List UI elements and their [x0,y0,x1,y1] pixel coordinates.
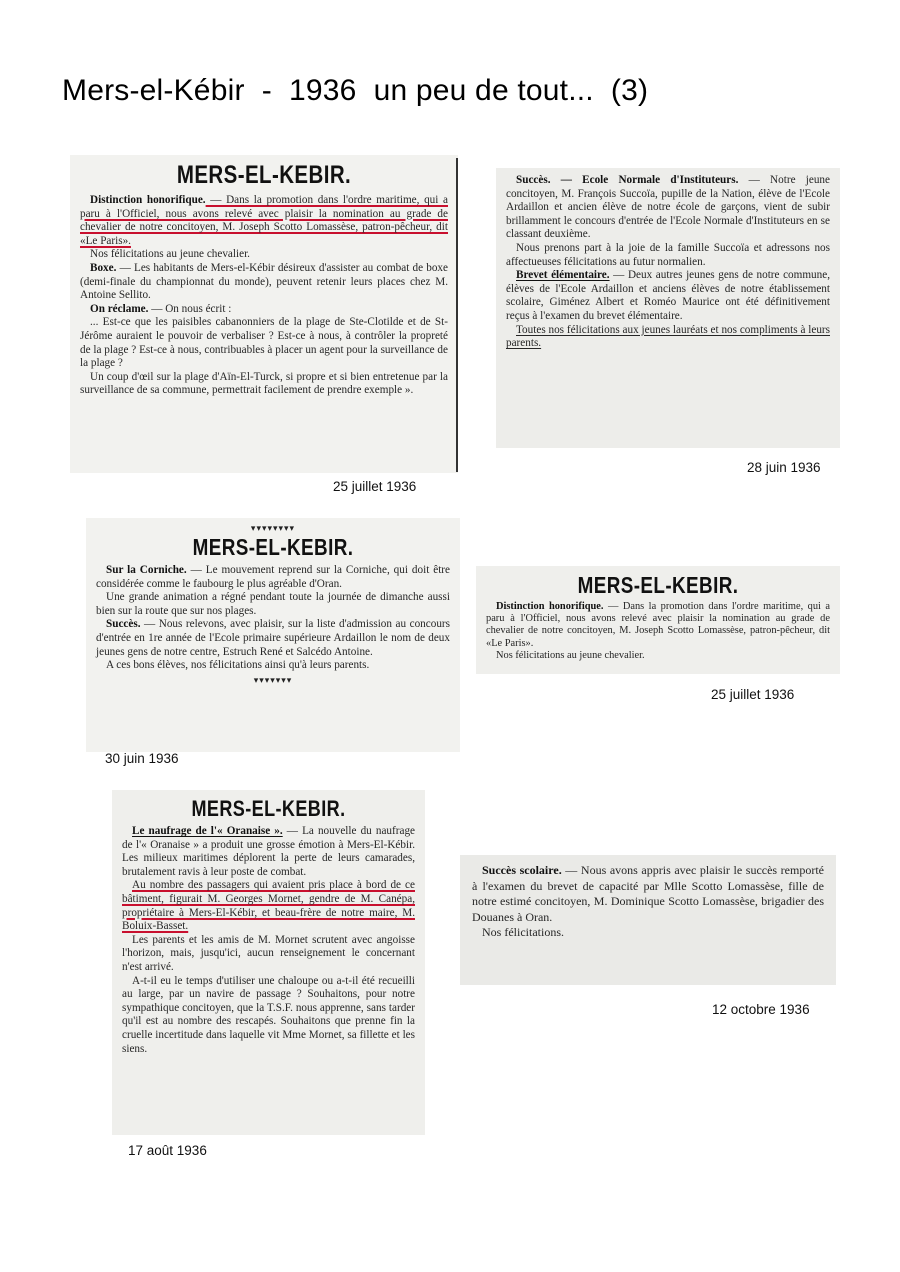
clipping-distinction-repeat [476,566,840,674]
paragraph: Nos félicitations au jeune chevalier. [496,649,645,661]
paragraph: A ces bons élèves, nos félicitations ainsi qu'à leurs parents. [106,659,370,672]
paragraph: A-t-il eu le temps d'utiliser une chaloupe ou a-t-il été recueilli au large, par un navire de passage ? Souhaitons, pour notre sympathique concitoyen, que la T.S.F. nous apprenne, sans tarder qu'il est au nombre des rescapés. Souhaitons que prenne fin la cruelle incertitude dans laquelle vit Mme Mornet, sa fillette et les siens. [122,974,415,1055]
ornament-bottom: ▾▾▾▾▾▾▾ [253,675,293,686]
page-title: Mers-el-Kébir - 1936 un peu de tout... (3) [62,74,649,107]
paragraph: Distinction honorifique. — Dans la promotion dans l'ordre maritime, qui a paru à l'Officiel, nous avons relevé avec plaisir la nomination au grade de chevalier de notre concitoyen, M. Joseph Scotto Lomassèse, patron-pêcheur, dit «Le Paris». [80,194,448,247]
clipping-masthead: MERS-EL-KEBIR. [191,796,346,821]
ornament-top: ▾▾▾▾▾▾▾▾ [250,524,296,534]
clipping-date: 30 juin 1936 [105,751,179,766]
clipping-naufrage-oranaise [112,790,425,1135]
clipping-succes-scolaire [460,855,836,985]
clipping-date: 25 juillet 1936 [333,479,417,494]
paragraph: Une grande animation a régné pendant toute la journée de dimanche aussi bien sur la route que sur nos plages. [96,591,450,617]
paragraph: Nous prenons part à la joie de la famille Succoïa et adressons nos affectueuses félicitations au futur normalien. [506,241,830,268]
paragraph: Au nombre des passagers qui avaient pris place à bord de ce bâtiment, figurait M. Georges Mornet, gendre de M. Canépa, propriétaire à Mers-El-Kébir, et beau-frère de notre maire, M. Boluix-Basset. [122,879,415,933]
paragraph: On réclame. — On nous écrit : [90,302,232,315]
clipping-date: 28 juin 1936 [747,460,821,475]
clipping-masthead: MERS-EL-KEBIR. [176,161,352,189]
paragraph: ... Est-ce que les paisibles cabanonniers de la plage de Ste-Clotilde et de St-Jérôme auraient le pouvoir de verbaliser ? Est-ce à nous, à contrôler la propreté de la plage ? Est-ce à nous, contribuables à placer un agent pour la surveillance de la plage ? [80,316,448,370]
clipping-date: 17 août 1936 [128,1143,207,1158]
paragraph: Succès scolaire. — Nous avons appris avec plaisir le succès remporté à l'examen du brevet de capacité par Mlle Scotto Lomassèse, fille de notre estimé concitoyen, M. Dominique Scotto Lomassèse, brigadier des Douanes à Oran. [472,863,824,924]
clipping-date: 12 octobre 1936 [712,1002,810,1017]
clipping-date: 25 juillet 1936 [711,687,795,702]
paragraph: Les parents et les amis de M. Mornet scrutent avec angoisse l'horizon, mais, jusqu'ici, aucun renseignement le concernant n'est arrivé. [122,933,415,973]
paragraph: Boxe. — Les habitants de Mers-el-Kébir désireux d'assister au combat de boxe (demi-finale du championnat du monde), peuvent retenir leurs places chez M. Antoine Sellito. [80,261,448,302]
paragraph: Un coup d'œil sur la plage d'Aïn-El-Turck, si propre et si bien entretenue par la surveillance de sa commune, permettrait facilement de prendre exemple ». [80,370,448,397]
paragraph: Le naufrage de l'« Oranaise ». — La nouvelle du naufrage de l'« Oranaise » a produit une grosse émotion à Mers-El-Kébir. Les milieux maritimes déplorent la perte de leurs camarades, brutalement ravis à leur poste de combat. [122,825,415,878]
clipping-distinction-boxe [70,155,458,473]
paragraph: Succès. — Nous relevons, avec plaisir, sur la liste d'admission au concours d'entrée en 1re année de l'Ecole primaire supérieure Ardaillon le nom de deux jeunes gens de notre centre, Estruch René et Salcédo Antoine. [96,618,450,658]
paragraph: Brevet élémentaire. — Deux autres jeunes gens de notre commune, élèves de l'Ecole Ardaillon et anciens élèves de notre établissement scolaire, Giménez Albert et Roméo Maurice ont été définitivement reçus à l'examen du brevet élémentaire. [506,269,830,322]
clipping-masthead: MERS-EL-KEBIR. [192,534,354,560]
clipping-ecole-normale [496,168,840,448]
paragraph: Sur la Corniche. — Le mouvement reprend sur la Corniche, qui doit être considérée comme le faubourg le plus agréable d'Oran. [96,564,450,590]
clipping-masthead: MERS-EL-KEBIR. [577,572,739,598]
column-rule [456,158,458,472]
clipping-corniche [86,518,460,752]
paragraph: Distinction honorifique. — Dans la promotion dans l'ordre maritime, qui a paru à l'Officiel, nous avons relevé avec plaisir la nomination au grade de chevalier de notre concitoyen, M. Joseph Scotto Lomassèse, patron-pêcheur, dit «Le Paris». [486,601,831,649]
paragraph: Succès. — Ecole Normale d'Instituteurs. — Notre jeune concitoyen, M. François Succoïa, pupille de la Nation, élève de l'Ecole Ardaillon et ancien élève de notre école de garçons, vient de subir brillamment le concours d'entrée de l'Ecole Normale d'Instituteurs en se classant deuxième. [506,174,830,241]
paragraph: Toutes nos félicitations aux jeunes lauréats et nos compliments à leurs parents. [506,323,830,350]
paragraph: Nos félicitations. [482,925,564,940]
paragraph: Nos félicitations au jeune chevalier. [90,248,250,261]
